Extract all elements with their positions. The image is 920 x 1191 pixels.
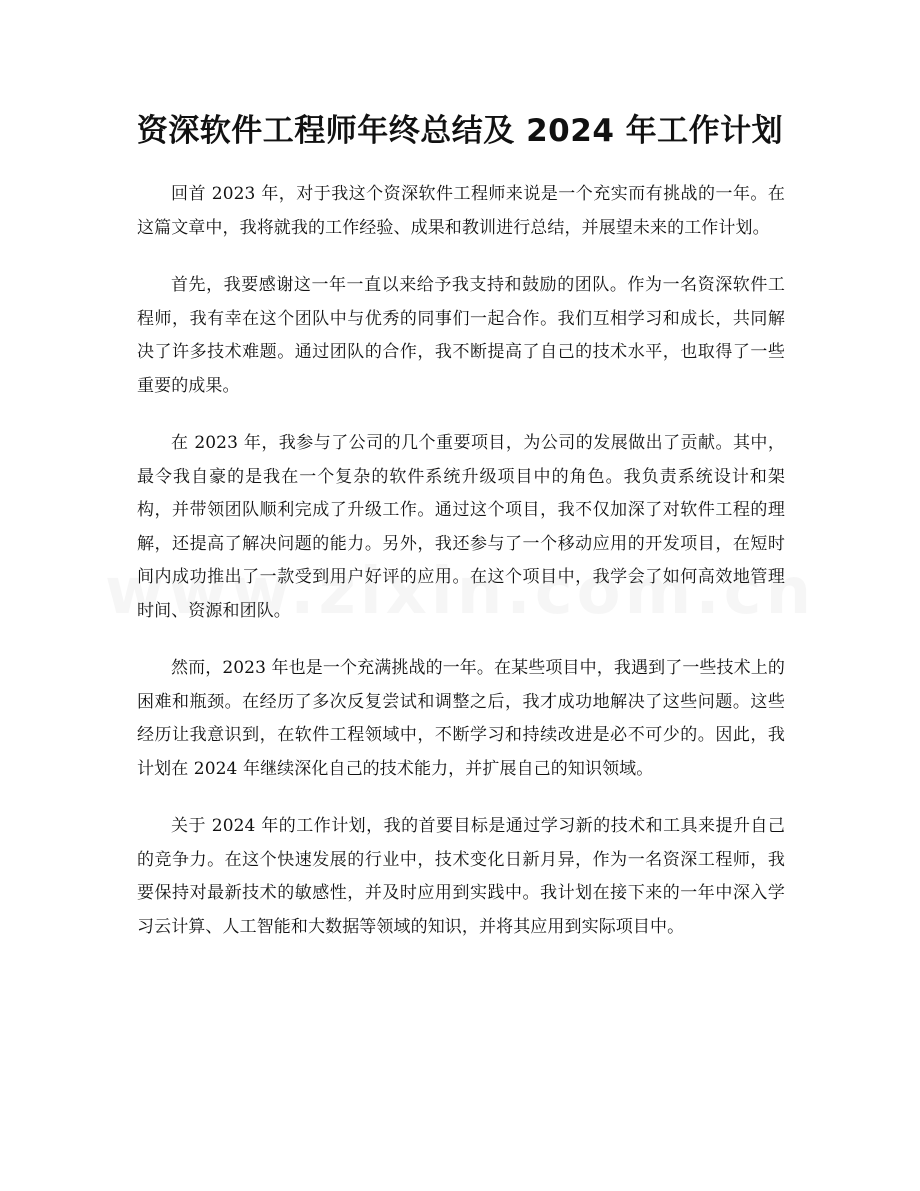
paragraph-3: 在 2023 年，我参与了公司的几个重要项目，为公司的发展做出了贡献。其中，最令我自豪的是我在一个复杂的软件系统升级项目中的角色。我负责系统设计和架构，并带领团队顺利完成了升级工作。通过这个项目，我不仅加深了对软件工程的理解，还提高了解决问题的能力。另外，我还参与了一个移动应用的开发项目，在短时间内成功推出了一款受到用户好评的应用。在这个项目中，我学会了如何高效地管理时间、资源和团队。 bbox=[137, 433, 785, 621]
paragraph-1: 回首 2023 年，对于我这个资深软件工程师来说是一个充实而有挑战的一年。在这篇文章中，我将就我的工作经验、成果和教训进行总结，并展望未来的工作计划。 bbox=[137, 184, 785, 238]
document-title: 资深软件工程师年终总结及 2024 年工作计划 bbox=[136, 113, 784, 149]
paragraph-2: 首先，我要感谢这一年一直以来给予我支持和鼓励的团队。作为一名资深软件工程师，我有幸在这个团队中与优秀的同事们一起合作。我们互相学习和成长，共同解决了许多技术难题。通过团队的合作，我不断提高了自己的技术水平，也取得了一些重要的成果。 bbox=[137, 275, 785, 396]
document-body bbox=[137, 178, 785, 968]
paragraph-5: 关于 2024 年的工作计划，我的首要目标是通过学习新的技术和工具来提升自己的竞争力。在这个快速发展的行业中，技术变化日新月异，作为一名资深工程师，我要保持对最新技术的敏感性，并及时应用到实践中。我计划在接下来的一年中深入学习云计算、人工智能和大数据等领域的知识，并将其应用到实际项目中。 bbox=[137, 816, 785, 937]
paragraph-4: 然而，2023 年也是一个充满挑战的一年。在某些项目中，我遇到了一些技术上的困难和瓶颈。在经历了多次反复尝试和调整之后，我才成功地解决了这些问题。这些经历让我意识到，在软件工程领域中，不断学习和持续改进是必不可少的。因此，我计划在 2024 年继续深化自己的技术能力，并扩展自己的知识领域。 bbox=[137, 658, 785, 779]
